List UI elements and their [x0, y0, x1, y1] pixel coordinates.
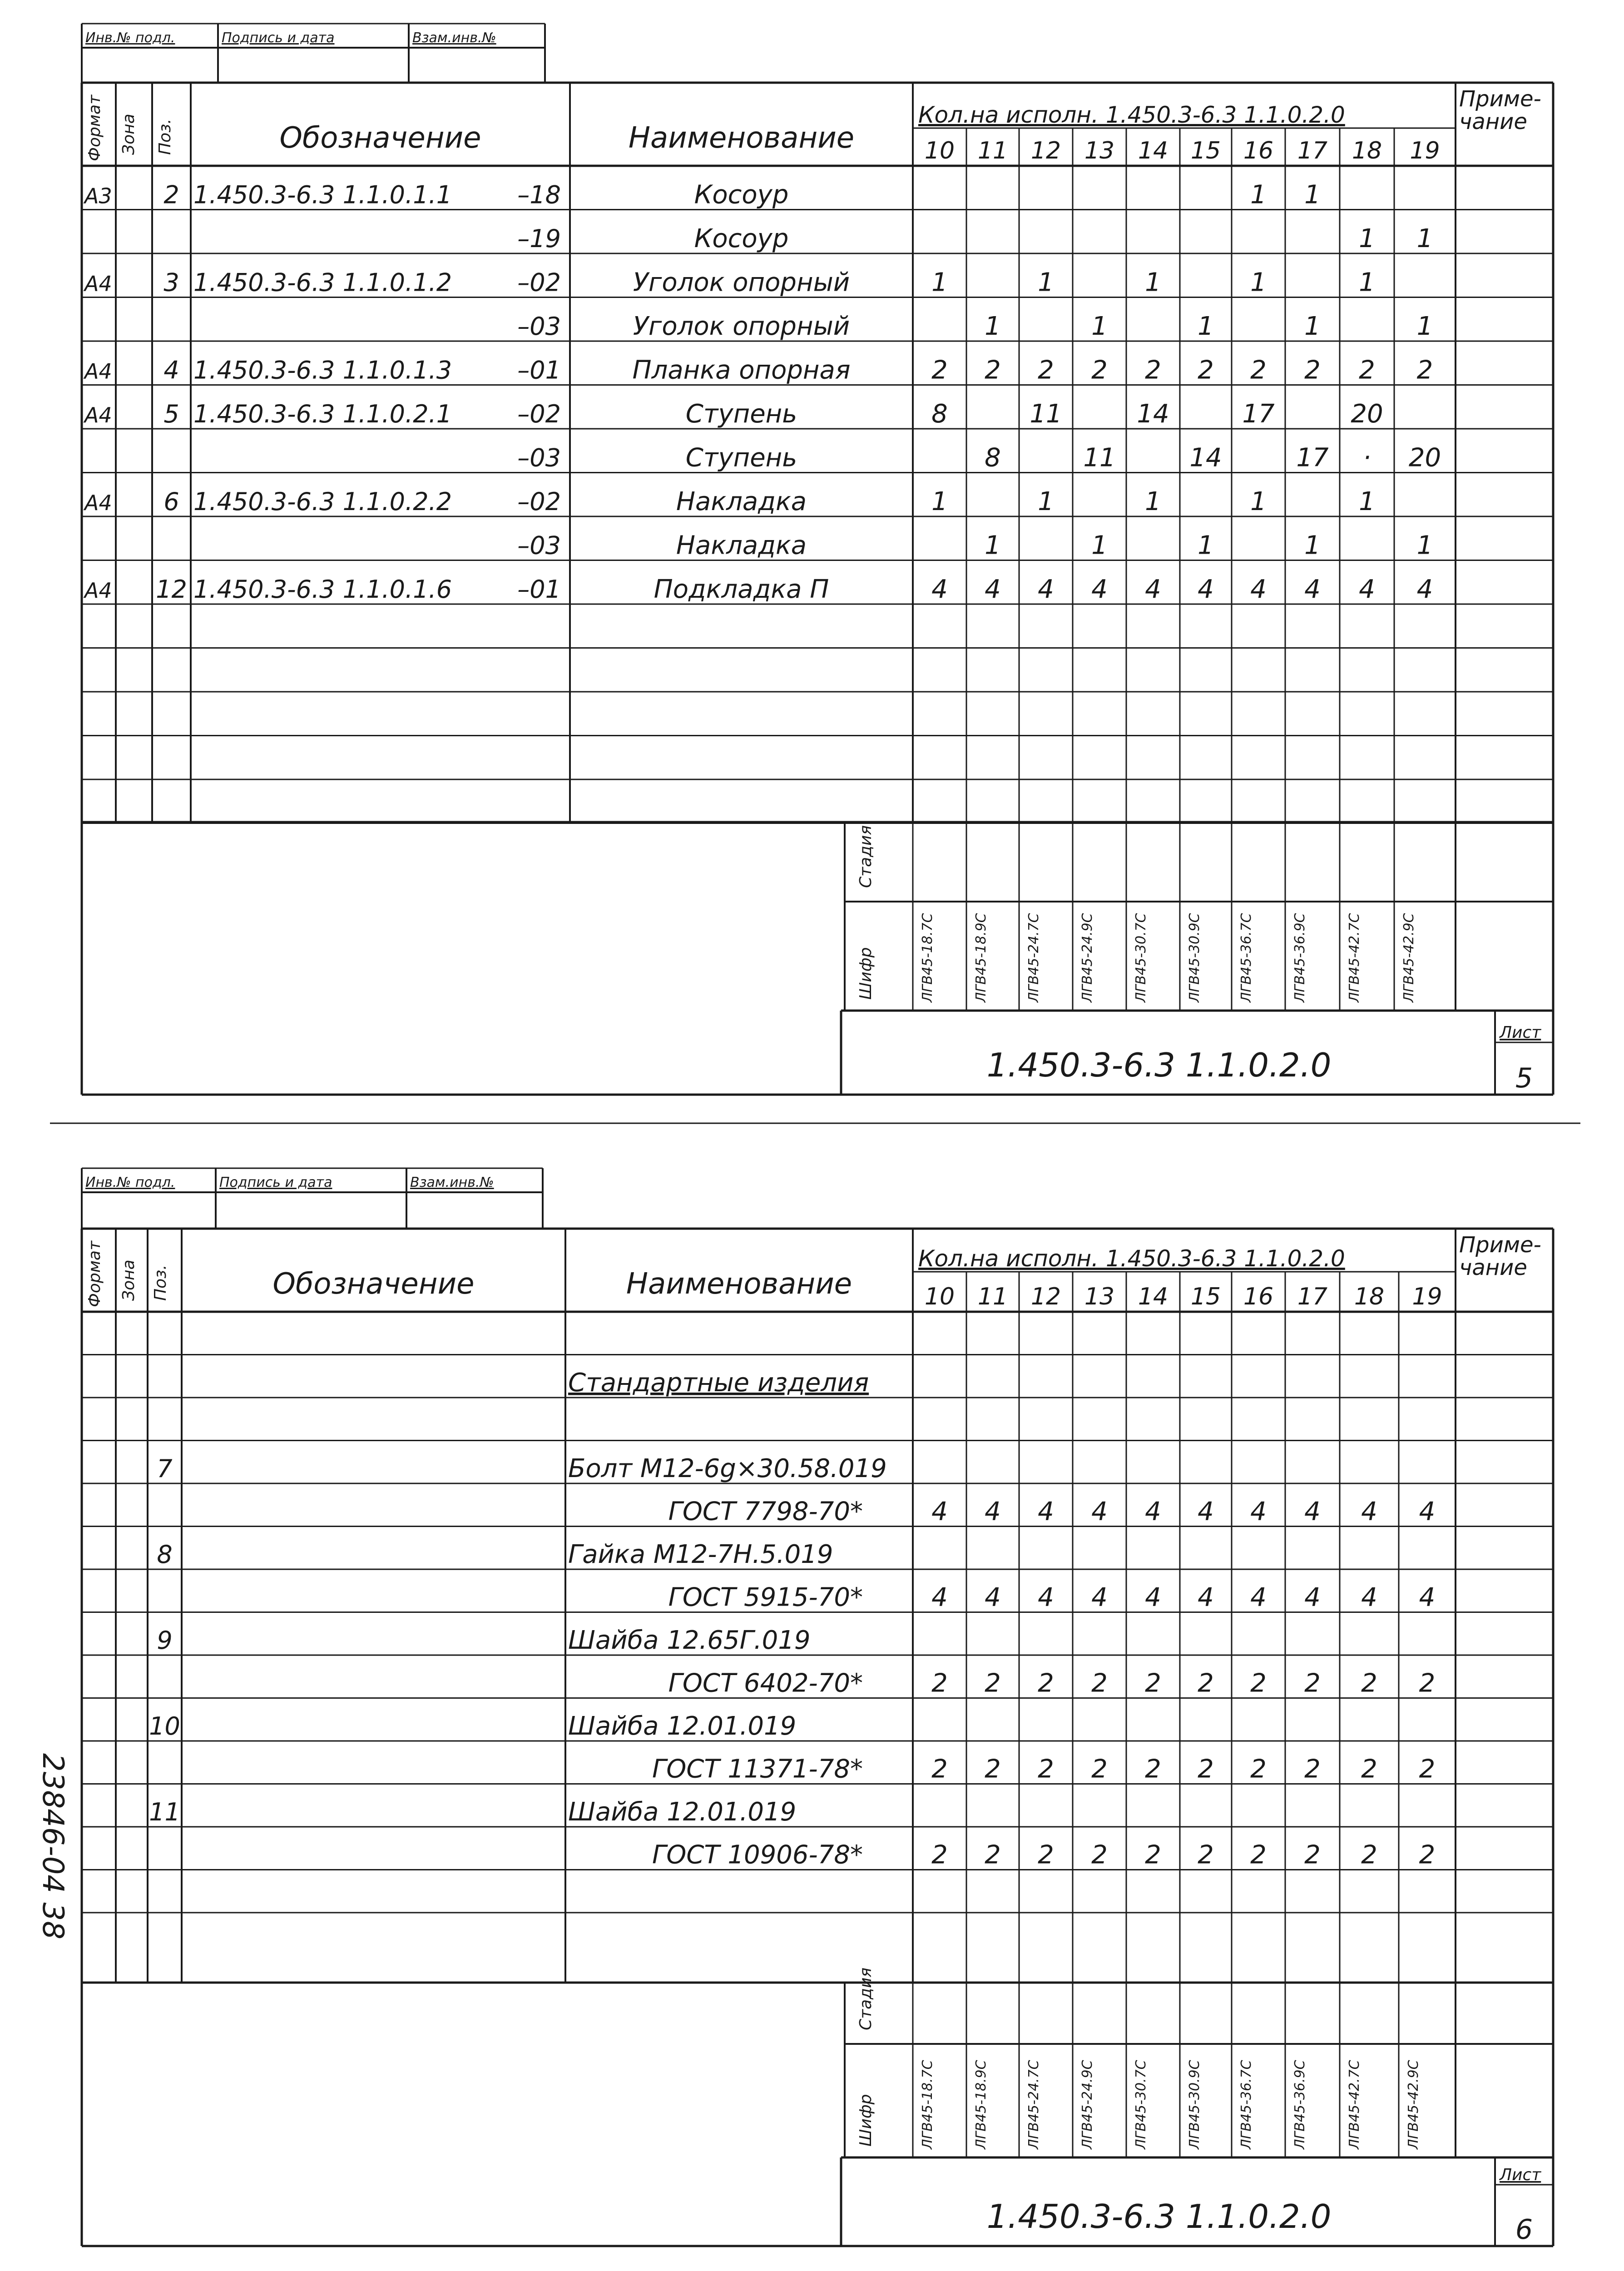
row-variant-suffix: –18	[517, 180, 561, 209]
stamp-vzam-label: Взам.инв.№	[412, 30, 496, 46]
sheet-label: Лист	[1500, 1023, 1541, 1042]
quantity-cell: 2	[1419, 1840, 1436, 1870]
quantity-cell: 1	[1304, 312, 1321, 341]
cipher-code: ЛГВ45-36.7С	[1238, 913, 1254, 1002]
quantity-cell: 1	[1038, 268, 1054, 298]
header-zone: Зона	[119, 114, 138, 155]
quantity-cell: 4	[931, 575, 948, 604]
cipher-code: ЛГВ45-42.7С	[1347, 2060, 1362, 2149]
variant-header: 19	[1410, 137, 1440, 164]
cipher-code: ЛГВ45-18.7С	[920, 913, 936, 1002]
quantity-cell: 8	[985, 443, 1001, 473]
stage-label: Стадия	[857, 1967, 875, 2030]
variant-header: 14	[1138, 137, 1168, 164]
header-qty-title: Кол.на исполн. 1.450.3-6.3 1.1.0.2.0	[918, 102, 1345, 128]
row-name: Стандартные изделия	[568, 1368, 869, 1398]
cipher-code: ЛГВ45-24.9С	[1079, 913, 1095, 1002]
quantity-cell: 11	[1030, 399, 1062, 429]
quantity-cell: 4	[1091, 1497, 1108, 1527]
header-designation: Обозначение	[279, 121, 481, 155]
quantity-cell: 4	[1038, 1582, 1054, 1612]
quantity-cell: 2	[985, 355, 1001, 385]
row-name: ГОСТ 7798-70*	[668, 1497, 863, 1527]
header-note: Приме-чание	[1459, 86, 1541, 134]
header-format: Формат	[85, 94, 104, 161]
row-name: Шайба 12.01.019	[568, 1711, 797, 1741]
row-variant-suffix: –02	[517, 268, 561, 297]
row-designation: 1.450.3-6.3 1.1.0.2.2	[193, 487, 452, 516]
row-name: Болт М12-6g×30.58.019	[568, 1454, 887, 1483]
row-variant-suffix: –01	[517, 356, 561, 385]
row-variant-suffix: –03	[517, 312, 561, 341]
quantity-cell: 8	[931, 399, 948, 429]
quantity-cell: 4	[1198, 1497, 1214, 1527]
quantity-cell: 2	[1038, 1668, 1054, 1698]
quantity-cell: 2	[1250, 1754, 1267, 1784]
variant-header: 18	[1352, 137, 1382, 164]
quantity-cell: 2	[1304, 355, 1321, 385]
stamp-vzam-label: Взам.инв.№	[410, 1175, 494, 1190]
row-name: Шайба 12.65Г.019	[568, 1626, 811, 1655]
quantity-cell: 1	[1145, 268, 1161, 298]
quantity-cell: 4	[1304, 1582, 1321, 1612]
quantity-cell: 2	[1198, 1840, 1214, 1870]
quantity-cell: 2	[931, 1754, 948, 1784]
quantity-cell: 2	[931, 1840, 948, 1870]
stamp-inv-label: Инв.№ подл.	[85, 30, 175, 46]
quantity-cell: 1	[1038, 487, 1054, 516]
quantity-cell: 4	[985, 1582, 1001, 1612]
quantity-cell: 2	[1416, 355, 1433, 385]
quantity-cell: 14	[1189, 443, 1222, 473]
quantity-cell: 2	[1145, 1754, 1161, 1784]
quantity-cell: 2	[931, 1668, 948, 1698]
quantity-cell: 1	[931, 268, 948, 298]
variant-header: 17	[1297, 137, 1328, 164]
quantity-cell: 4	[1250, 1582, 1267, 1612]
quantity-cell: 2	[1091, 1840, 1108, 1870]
quantity-cell: 14	[1137, 399, 1169, 429]
quantity-cell: 2	[1359, 355, 1375, 385]
quantity-cell: 2	[1304, 1840, 1321, 1870]
row-variant-suffix: –03	[517, 531, 561, 560]
quantity-cell: 2	[1361, 1840, 1377, 1870]
quantity-cell: 2	[1038, 1840, 1054, 1870]
quantity-cell: 4	[1304, 1497, 1321, 1527]
row-designation: 1.450.3-6.3 1.1.0.1.2	[193, 268, 452, 297]
document-code: 1.450.3-6.3 1.1.0.2.0	[986, 1046, 1332, 1084]
row-designation: 1.450.3-6.3 1.1.0.2.1	[193, 400, 452, 428]
cipher-code: ЛГВ45-42.7С	[1347, 913, 1362, 1002]
quantity-cell: 2	[1145, 1840, 1161, 1870]
variant-header: 11	[977, 137, 1008, 164]
variant-header: 19	[1412, 1283, 1442, 1310]
row-format: А3	[84, 183, 112, 208]
quantity-cell: 2	[1038, 355, 1054, 385]
quantity-cell: 2	[1419, 1754, 1436, 1784]
quantity-cell: 4	[1091, 575, 1108, 604]
document-code: 1.450.3-6.3 1.1.0.2.0	[986, 2197, 1332, 2236]
row-designation: 1.450.3-6.3 1.1.0.1.6	[193, 575, 452, 604]
cipher-label: Шифр	[857, 947, 875, 1000]
quantity-cell: 4	[1038, 575, 1054, 604]
quantity-cell: 1	[1250, 180, 1267, 210]
quantity-cell: 2	[985, 1754, 1001, 1784]
quantity-cell: 4	[1145, 575, 1161, 604]
cipher-code: ЛГВ45-36.7С	[1238, 2060, 1254, 2149]
quantity-cell: 4	[1250, 575, 1267, 604]
stamp-sign-label: Подпись и дата	[222, 30, 335, 46]
quantity-cell: 4	[1198, 1582, 1214, 1612]
header-name: Наименование	[628, 121, 855, 155]
row-position: 12	[156, 575, 187, 604]
quantity-cell: 1	[1304, 180, 1321, 210]
variant-header: 12	[1030, 137, 1061, 164]
row-name: Шайба 12.01.019	[568, 1797, 797, 1827]
cipher-code: ЛГВ45-30.9С	[1187, 913, 1203, 1002]
row-position: 5	[163, 400, 179, 428]
sheet-label: Лист	[1500, 2166, 1541, 2184]
row-position: 2	[163, 180, 179, 209]
quantity-cell: 4	[1359, 575, 1375, 604]
quantity-cell: 1	[1250, 487, 1267, 516]
row-position: 7	[157, 1454, 173, 1483]
row-name: Гайка М12-7Н.5.019	[568, 1540, 833, 1569]
row-name: Ступень	[685, 399, 797, 429]
quantity-cell: 2	[1361, 1668, 1377, 1698]
quantity-cell: 1	[1091, 312, 1108, 341]
quantity-cell: 2	[1304, 1668, 1321, 1698]
variant-header: 11	[977, 1283, 1008, 1310]
row-position: 11	[149, 1798, 180, 1826]
quantity-cell: 20	[1408, 443, 1441, 473]
quantity-cell: 4	[1198, 575, 1214, 604]
row-designation: 1.450.3-6.3 1.1.0.1.1	[193, 180, 452, 209]
quantity-cell: 4	[1145, 1497, 1161, 1527]
quantity-cell: 4	[1416, 575, 1433, 604]
quantity-cell: 4	[931, 1497, 948, 1527]
cipher-code: ЛГВ45-42.9С	[1406, 2060, 1421, 2149]
row-variant-suffix: –02	[517, 400, 561, 428]
variant-header: 14	[1138, 1283, 1168, 1310]
quantity-cell: 4	[1250, 1497, 1267, 1527]
spec-sheet-2	[82, 1168, 1553, 2246]
row-name: Планка опорная	[632, 355, 851, 385]
quantity-cell: 4	[931, 1582, 948, 1612]
quantity-cell: 2	[1250, 1668, 1267, 1698]
quantity-cell: 4	[1419, 1582, 1436, 1612]
quantity-cell: 1	[1416, 312, 1433, 341]
quantity-cell: 2	[1145, 355, 1161, 385]
cipher-code: ЛГВ45-24.9С	[1079, 2060, 1095, 2149]
quantity-cell: 1	[1198, 312, 1214, 341]
quantity-cell: 1	[985, 312, 1001, 341]
quantity-cell: 4	[1038, 1497, 1054, 1527]
cipher-code: ЛГВ45-30.7С	[1133, 913, 1149, 1002]
row-format: А4	[84, 491, 112, 515]
row-variant-suffix: –03	[517, 443, 561, 472]
spec-sheet-1	[82, 24, 1553, 1095]
quantity-cell: 4	[985, 575, 1001, 604]
quantity-cell: 1	[1304, 531, 1321, 560]
quantity-cell: 1	[1091, 531, 1108, 560]
sheet-number: 6	[1515, 2214, 1533, 2246]
variant-header: 13	[1084, 1283, 1115, 1310]
quantity-cell: 4	[1091, 1582, 1108, 1612]
quantity-cell: 1	[1145, 487, 1161, 516]
row-position: 10	[149, 1712, 180, 1740]
quantity-cell: 2	[1250, 355, 1267, 385]
variant-header: 16	[1243, 1283, 1274, 1310]
cipher-code: ЛГВ45-42.9С	[1401, 913, 1417, 1002]
row-format: А4	[84, 578, 112, 603]
variant-header: 12	[1030, 1283, 1061, 1310]
margin-note: 23846-04 38	[36, 1753, 69, 1939]
quantity-cell: 2	[1419, 1668, 1436, 1698]
row-name: ГОСТ 11371-78*	[652, 1754, 863, 1784]
quantity-cell: 4	[1361, 1582, 1377, 1612]
header-designation: Обозначение	[272, 1267, 475, 1301]
cipher-code: ЛГВ45-24.7С	[1026, 913, 1042, 1002]
row-format: А4	[84, 271, 112, 296]
header-name: Наименование	[626, 1267, 852, 1301]
variant-header: 10	[924, 1283, 955, 1310]
quantity-cell: 2	[1250, 1840, 1267, 1870]
cipher-code: ЛГВ45-18.7С	[920, 2060, 936, 2149]
row-name: ГОСТ 5915-70*	[668, 1582, 863, 1612]
row-variant-suffix: –02	[517, 487, 561, 516]
quantity-cell: 20	[1351, 399, 1383, 429]
quantity-cell: 2	[985, 1840, 1001, 1870]
cipher-code: ЛГВ45-18.9С	[973, 913, 989, 1002]
stage-label: Стадия	[857, 825, 875, 888]
quantity-cell: 17	[1242, 399, 1275, 429]
quantity-cell: 2	[1304, 1754, 1321, 1784]
row-position: 4	[163, 356, 179, 385]
variant-header: 15	[1190, 1283, 1221, 1310]
cipher-code: ЛГВ45-18.9С	[973, 2060, 989, 2149]
quantity-cell: 2	[1091, 1754, 1108, 1784]
quantity-cell: 2	[1091, 355, 1108, 385]
row-designation: 1.450.3-6.3 1.1.0.1.3	[193, 356, 452, 385]
quantity-cell: ·	[1363, 443, 1371, 473]
variant-header: 13	[1084, 137, 1115, 164]
row-format: А4	[84, 359, 112, 384]
quantity-cell: 4	[1145, 1582, 1161, 1612]
quantity-cell: 2	[1038, 1754, 1054, 1784]
header-qty-title: Кол.на исполн. 1.450.3-6.3 1.1.0.2.0	[918, 1245, 1345, 1272]
variant-header: 15	[1190, 137, 1221, 164]
quantity-cell: 2	[1198, 1668, 1214, 1698]
header-format: Формат	[85, 1240, 104, 1307]
row-name: Накладка	[676, 487, 807, 516]
quantity-cell: 2	[1091, 1668, 1108, 1698]
quantity-cell: 2	[985, 1668, 1001, 1698]
quantity-cell: 2	[931, 355, 948, 385]
header-pos: Поз.	[156, 119, 174, 155]
cipher-code: ЛГВ45-30.7С	[1133, 2060, 1149, 2149]
quantity-cell: 11	[1083, 443, 1116, 473]
variant-header: 18	[1354, 1283, 1385, 1310]
header-note: Приме-чание	[1459, 1232, 1541, 1280]
stamp-sign-label: Подпись и дата	[219, 1175, 332, 1190]
row-position: 6	[163, 487, 179, 516]
quantity-cell: 1	[931, 487, 948, 516]
quantity-cell: 2	[1145, 1668, 1161, 1698]
quantity-cell: 1	[1359, 487, 1375, 516]
quantity-cell: 1	[985, 531, 1001, 560]
quantity-cell: 4	[1304, 575, 1321, 604]
cipher-code: ЛГВ45-24.7С	[1026, 2060, 1042, 2149]
row-position: 8	[157, 1540, 173, 1569]
row-name: Уголок опорный	[633, 268, 850, 298]
quantity-cell: 2	[1361, 1754, 1377, 1784]
quantity-cell: 17	[1296, 443, 1329, 473]
cipher-code: ЛГВ45-30.9С	[1187, 2060, 1203, 2149]
row-name: ГОСТ 10906-78*	[652, 1840, 863, 1870]
row-name: ГОСТ 6402-70*	[668, 1668, 863, 1698]
row-format: А4	[84, 403, 112, 427]
row-name: Уголок опорный	[633, 312, 850, 341]
quantity-cell: 2	[1198, 355, 1214, 385]
row-name: Подкладка П	[654, 575, 829, 604]
header-zone: Зона	[119, 1259, 138, 1301]
cipher-label: Шифр	[857, 2094, 875, 2147]
quantity-cell: 1	[1359, 268, 1375, 298]
row-variant-suffix: –01	[517, 575, 561, 604]
row-name: Ступень	[685, 443, 797, 473]
row-name: Косоур	[694, 224, 789, 253]
quantity-cell: 4	[985, 1497, 1001, 1527]
row-position: 3	[163, 268, 179, 297]
quantity-cell: 2	[1198, 1754, 1214, 1784]
cipher-code: ЛГВ45-36.9С	[1292, 913, 1308, 1002]
cipher-code: ЛГВ45-36.9С	[1292, 2060, 1308, 2149]
quantity-cell: 1	[1198, 531, 1214, 560]
quantity-cell: 1	[1359, 224, 1375, 253]
quantity-cell: 4	[1361, 1497, 1377, 1527]
stamp-inv-label: Инв.№ подл.	[85, 1175, 175, 1190]
quantity-cell: 1	[1416, 531, 1433, 560]
row-position: 9	[157, 1626, 173, 1655]
quantity-cell: 4	[1419, 1497, 1436, 1527]
variant-header: 16	[1243, 137, 1274, 164]
quantity-cell: 1	[1250, 268, 1267, 298]
variant-header: 17	[1297, 1283, 1328, 1310]
header-pos: Поз.	[151, 1264, 170, 1301]
row-name: Накладка	[676, 531, 807, 560]
sheet-number: 5	[1515, 1062, 1533, 1094]
variant-header: 10	[924, 137, 955, 164]
row-name: Косоур	[694, 180, 789, 210]
quantity-cell: 1	[1416, 224, 1433, 253]
row-variant-suffix: –19	[517, 224, 561, 253]
